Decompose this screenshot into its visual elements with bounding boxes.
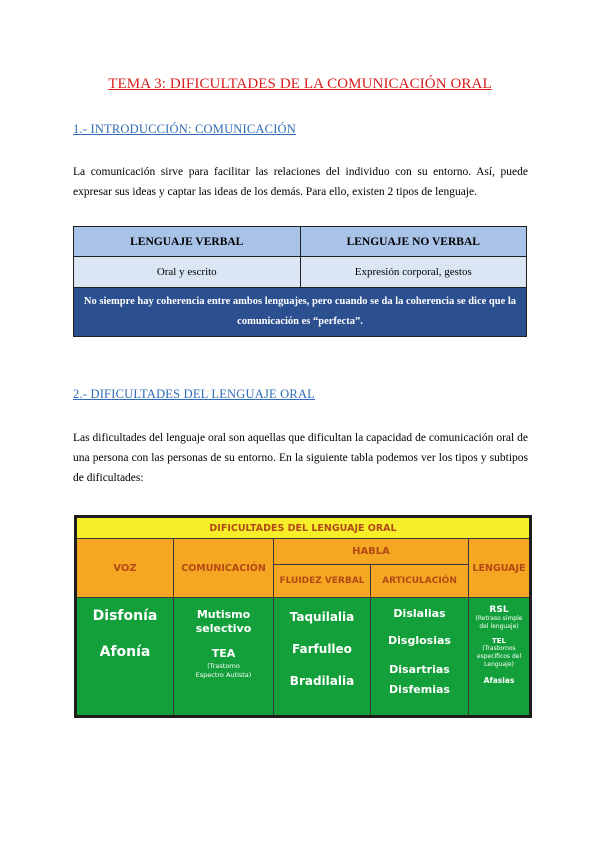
header-articulacion: ARTICULACIÓN — [371, 565, 468, 597]
lenguaje-item: Afasias — [483, 676, 515, 685]
comunicacion-item: TEA — [211, 647, 236, 660]
articulacion-item: Dislalias — [393, 607, 446, 620]
comunicacion-note: (Trastorno Espectro Autista) — [195, 662, 252, 679]
header-no-verbal: LENGUAJE NO VERBAL — [300, 227, 527, 257]
articulacion-item: Disglosias — [388, 634, 451, 647]
lenguaje-item: RSL — [489, 605, 509, 615]
lenguaje-note: (Trastornos específicos del Lenguaje) — [476, 645, 522, 668]
header-lenguaje: LENGUAJE — [469, 539, 529, 597]
fluidez-item: Bradilalia — [289, 674, 355, 688]
voz-item: Afonía — [99, 644, 151, 660]
section-2-heading: 2.- DIFICULTADES DEL LENGUAJE ORAL — [73, 387, 316, 401]
comunicacion-item: Mutismo selectivo — [195, 608, 252, 635]
cell-verbal: Oral y escrito — [74, 257, 301, 288]
lenguaje-note: (Retraso simple del lenguaje) — [475, 615, 523, 630]
voz-item: Disfonía — [92, 608, 158, 624]
voz-column — [77, 598, 173, 715]
fluidez-item: Farfulleo — [292, 642, 352, 656]
section-1-heading: 1.- INTRODUCCIÓN: COMUNICACIÓN — [73, 122, 297, 136]
difficulties-table-title: DIFICULTADES DEL LENGUAJE ORAL — [77, 518, 529, 538]
fluidez-column — [274, 598, 370, 715]
header-verbal: LENGUAJE VERBAL — [74, 227, 301, 257]
section-2-paragraph: Las dificultades del lenguaje oral son aquellas que dificultan la capacidad de comunicación oral de una persona con las personas de su entorno. En la siguiente tabla podemos ver los tipos y subtipos de dificultades: — [73, 432, 528, 484]
fluidez-item: Taquilalia — [289, 610, 355, 624]
header-fluidez: FLUIDEZ VERBAL — [274, 565, 370, 597]
lenguaje-item: TEL — [491, 637, 507, 645]
articulacion-item: Disartrias — [389, 663, 450, 676]
lenguaje-column — [469, 598, 529, 715]
difficulties-table-image — [74, 515, 532, 718]
header-voz: VOZ — [77, 539, 173, 597]
coherence-note: No siempre hay coherencia entre ambos lenguajes, pero cuando se da la coherencia se dice que la comunicación es “perfecta”. — [74, 288, 527, 337]
header-comunicacion: COMUNICACIÓN — [174, 539, 273, 597]
header-habla: HABLA — [274, 539, 468, 564]
language-types-table — [73, 226, 527, 337]
section-1-paragraph: La comunicación sirve para facilitar las relaciones del individuo con su entorno. Así, puede expresar sus ideas y captar las ideas de los demás. Para ello, existen 2 tipos de lenguaje. — [73, 166, 528, 198]
page-title: TEMA 3: DIFICULTADES DE LA COMUNICACIÓN ORAL — [108, 76, 492, 92]
comunicacion-column — [174, 598, 273, 715]
cell-no-verbal: Expresión corporal, gestos — [300, 257, 527, 288]
articulacion-column — [371, 598, 468, 715]
articulacion-item: Disfemias — [389, 683, 450, 696]
